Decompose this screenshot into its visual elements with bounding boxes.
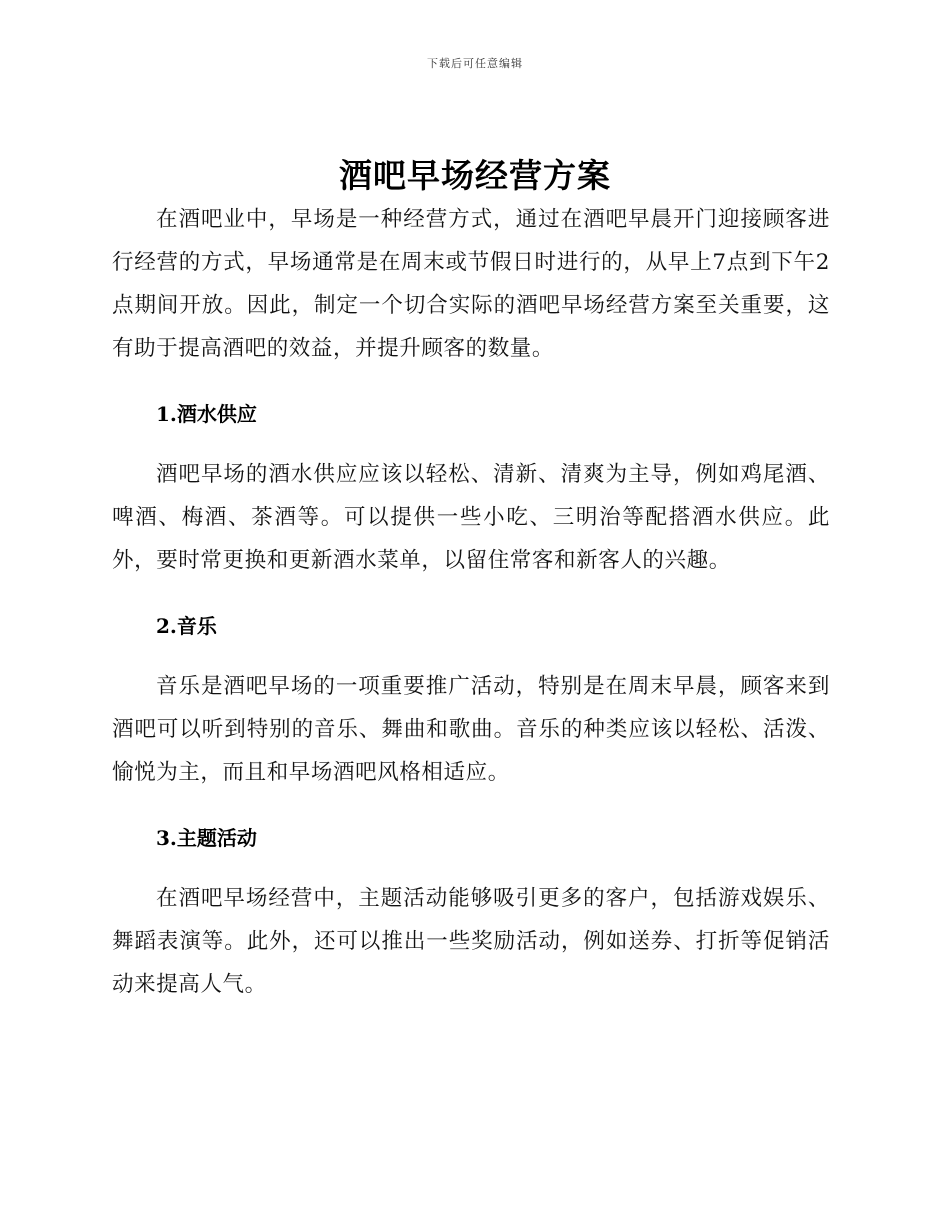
header-note: 下载后可任意编辑 [427, 57, 523, 70]
section-body-music: 音乐是酒吧早场的一项重要推广活动，特别是在周末早晨，顾客来到酒吧可以听到特别的音乐、舞曲和歌曲。音乐的种类应该以轻松、活泼、愉悦为主，而且和早场酒吧风格相适应。 [112, 674, 830, 785]
section-body-drinks: 酒吧早场的酒水供应应该以轻松、清新、清爽为主导，例如鸡尾酒、啤酒、梅酒、茶酒等。可以提供一些小吃、三明治等配搭酒水供应。此外，要时常更换和更新酒水菜单，以留住常客和新客人的兴趣。 [112, 462, 830, 573]
section-body-events: 在酒吧早场经营中，主题活动能够吸引更多的客户，包括游戏娱乐、舞蹈表演等。此外，还可以推出一些奖励活动，例如送券、打折等促销活动来提高人气。 [112, 886, 830, 997]
section-heading-events: 3.主题活动 [156, 826, 257, 850]
document-title: 酒吧早场经营方案 [339, 156, 611, 195]
document-body [112, 198, 830, 1006]
section-heading-music: 2.音乐 [156, 614, 217, 638]
section-heading-drinks: 1.酒水供应 [156, 402, 257, 426]
intro-paragraph: 在酒吧业中，早场是一种经营方式，通过在酒吧早晨开门迎接顾客进行经营的方式，早场通常是在周末或节假日时进行的，从早上7点到下午2点期间开放。因此，制定一个切合实际的酒吧早场经营方案至关重要，这有助于提高酒吧的效益，并提升顾客的数量。 [112, 207, 830, 361]
